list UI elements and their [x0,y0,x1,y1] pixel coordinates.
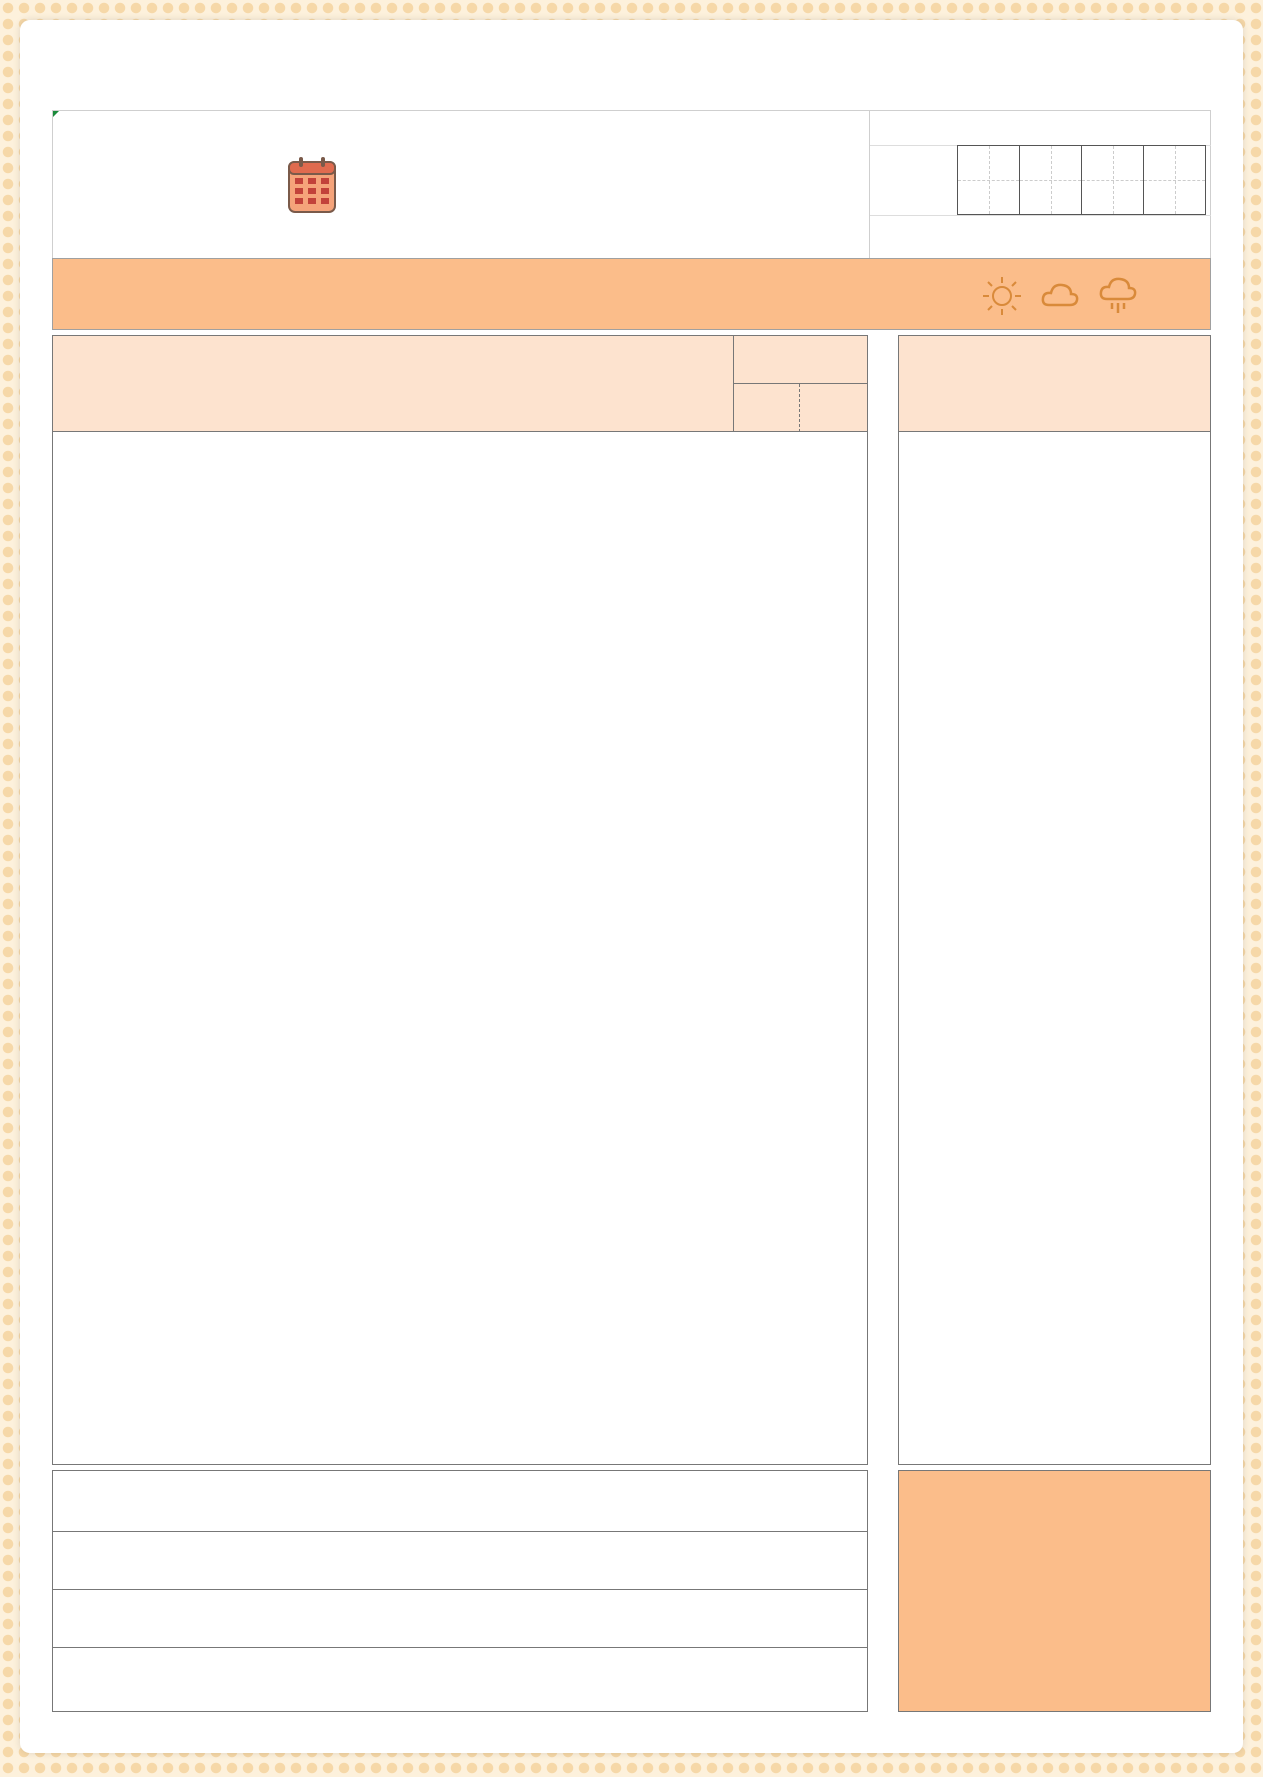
name-cell[interactable] [1081,145,1144,215]
done-title [734,336,867,384]
calendar-icon [287,156,337,214]
name-cell[interactable] [1143,145,1206,215]
time-header [899,336,1210,432]
reflection-box [52,1470,868,1712]
header [52,110,1211,258]
done-yes-header [734,384,800,432]
name-cell[interactable] [957,145,1020,215]
todo-table [52,335,868,1465]
rain-icon[interactable] [1097,275,1139,317]
name-writing-grid[interactable] [958,145,1206,215]
stats-box [898,1470,1211,1712]
sun-icon[interactable] [981,275,1023,317]
todo-table-header [53,336,867,432]
date-bar [52,258,1211,330]
done-no-header [800,384,866,432]
todo-header [53,336,734,432]
cloud-icon[interactable] [1039,275,1081,317]
name-cell[interactable] [1019,145,1082,215]
done-header [734,336,867,432]
header-title-area [53,111,869,259]
name-area [869,111,1211,259]
time-table [898,335,1211,1465]
